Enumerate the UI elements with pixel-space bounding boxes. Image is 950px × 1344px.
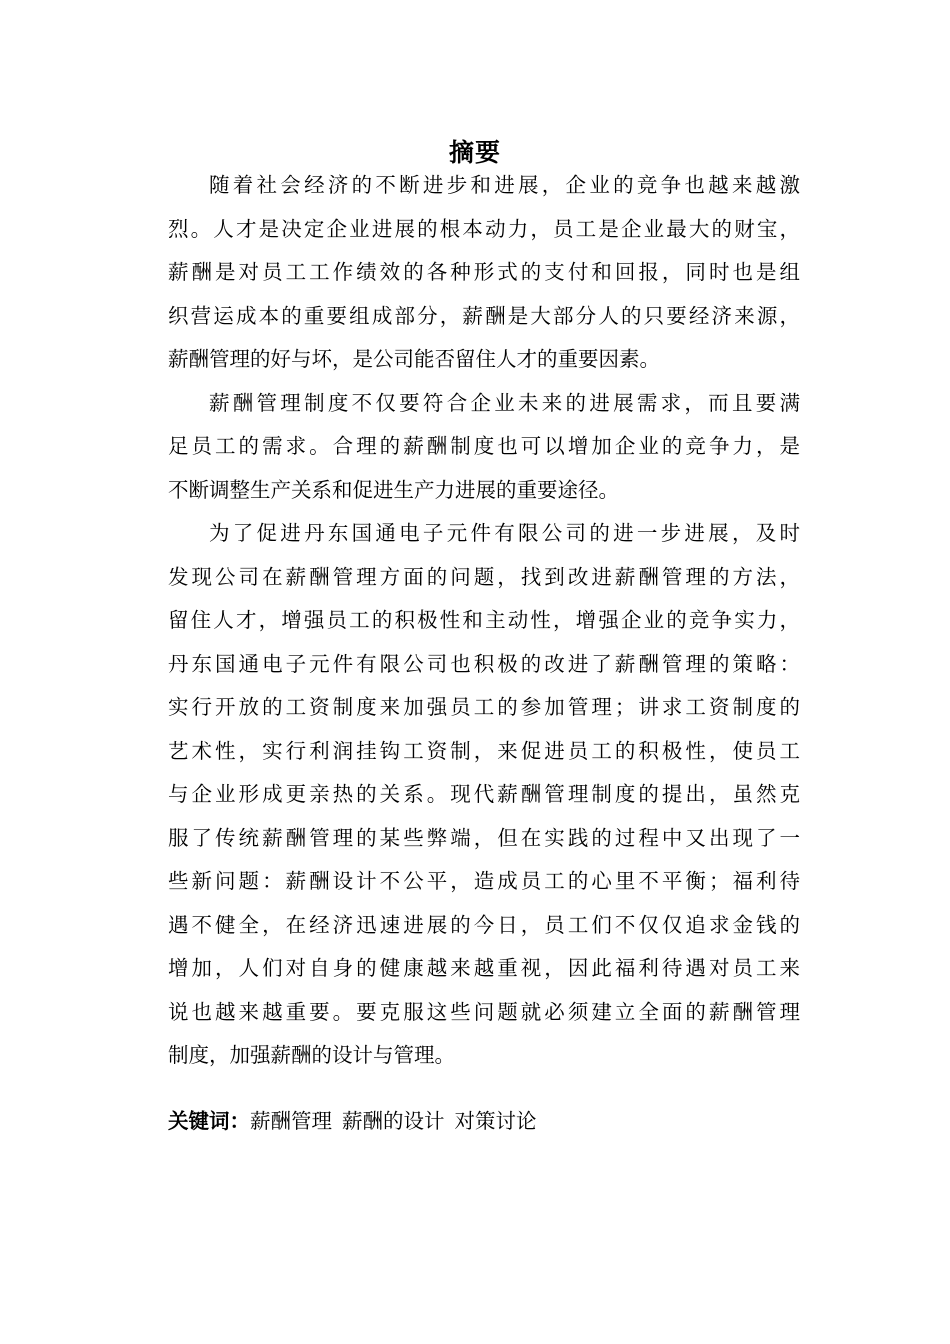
text-line: 不断调整生产关系和促进生产力进展的重要途径。: [168, 477, 619, 502]
text-line: 遇不健全，在经济迅速进展的今日，员工们不仅仅追求金钱的: [168, 912, 800, 937]
text-line: 艺术性，实行利润挂钩工资制，来促进员工的积极性，使员工: [168, 738, 800, 763]
text-line: 发现公司在薪酬管理方面的问题，找到改进薪酬管理的方法，: [168, 564, 800, 589]
text-line: 薪酬是对员工工作绩效的各种形式的支付和回报，同时也是组: [168, 260, 800, 284]
text-line: 些新问题：薪酬设计不公平，造成员工的心里不平衡；福利待: [168, 869, 800, 893]
text-line: 足员工的需求。合理的薪酬制度也可以增加企业的竞争力，是: [168, 434, 800, 458]
text-line: 与企业形成更亲热的关系。现代薪酬管理制度的提出，虽然克: [168, 782, 800, 806]
text-line: 薪酬管理制度不仅要符合企业未来的进展需求，而且要满: [209, 390, 800, 415]
keyword-item: 薪酬管理: [250, 1109, 332, 1133]
text-line: 织营运成本的重要组成部分，薪酬是大部分人的只要经济来源，: [168, 303, 800, 328]
text-line: 为了促进丹东国通电子元件有限公司的进一步进展，及时: [209, 521, 800, 545]
text-line: 说也越来越重要。要克服这些问题就必须建立全面的薪酬管理: [168, 999, 800, 1024]
text-line: 实行开放的工资制度来加强员工的参加管理；讲求工资制度的: [168, 695, 800, 719]
keyword-item: 对策讨论: [454, 1109, 537, 1133]
text-line: 丹东国通电子元件有限公司也积极的改进了薪酬管理的策略：: [168, 651, 800, 676]
text-line: 烈。人才是决定企业进展的根本动力，员工是企业最大的财宝，: [168, 216, 800, 241]
text-line: 制度，加强薪酬的设计与管理。: [168, 1043, 455, 1067]
text-line: 留住人才，增强员工的积极性和主动性，增强企业的竞争实力，: [168, 608, 800, 632]
abstract-body: [168, 164, 800, 1078]
page-title: 摘要: [448, 138, 501, 167]
text-line: 随着社会经济的不断进步和进展，企业的竞争也越来越激: [209, 173, 800, 197]
text-line: 增加，人们对自身的健康越来越重视，因此福利待遇对员工来: [168, 956, 800, 980]
paragraph: [168, 164, 800, 382]
paragraph: [168, 382, 800, 513]
keyword-item: 薪酬的设计: [342, 1109, 445, 1133]
keywords-label: 关键词：: [168, 1109, 250, 1133]
text-line: 服了传统薪酬管理的某些弊端，但在实践的过程中又出现了一: [168, 825, 800, 850]
paragraph: [168, 512, 800, 1078]
keywords-line: [168, 1100, 547, 1143]
text-line: 薪酬管理的好与坏，是公司能否留住人才的重要因素。: [168, 347, 660, 371]
